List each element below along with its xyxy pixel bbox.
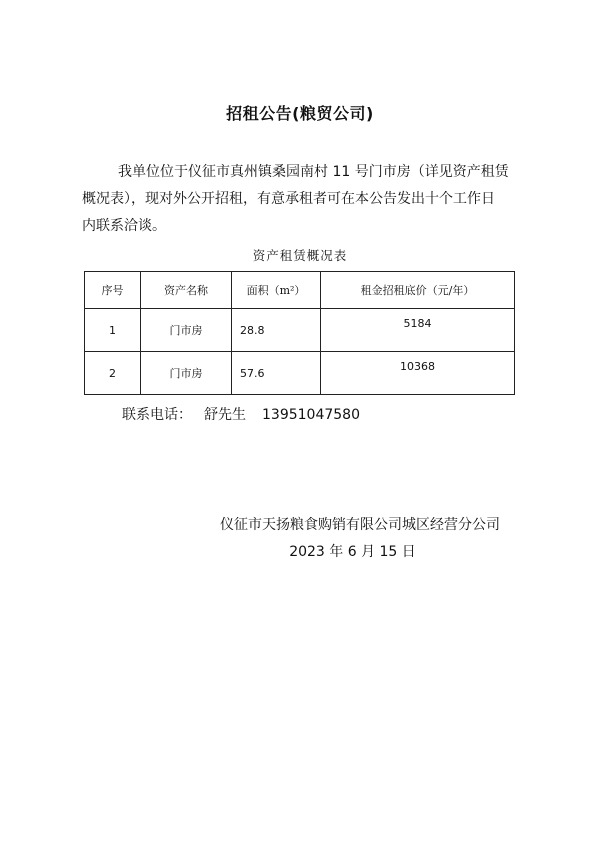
cell-asset-name: 门市房 xyxy=(141,352,232,395)
table-row xyxy=(85,309,515,352)
body-line: 概况表），现对外公开招租，有意承租者可在本公告发出十个工作日 xyxy=(82,191,495,207)
body-line: 我单位位于仪征市真州镇桑园南村 11 号门市房（详见资产租赁 xyxy=(118,164,509,180)
cell-index: 2 xyxy=(85,352,141,395)
header-index: 序号 xyxy=(85,272,141,309)
header-rent-price: 租金招租底价（元/年） xyxy=(321,272,515,309)
contact-info xyxy=(122,404,360,424)
header-area: 面积（m²） xyxy=(232,272,321,309)
notice-body xyxy=(82,159,522,240)
header-asset-name: 资产名称 xyxy=(141,272,232,309)
table-header-row xyxy=(85,272,515,309)
contact-label: 联系电话： xyxy=(122,407,192,423)
table-row xyxy=(85,352,515,395)
notice-title: 招租公告(粮贸公司) xyxy=(226,104,374,123)
signature-date: 2023 年 6 月 15 日 xyxy=(289,544,416,560)
signature-block xyxy=(220,512,500,566)
cell-area: 28.8 xyxy=(232,309,321,352)
contact-person: 舒先生 xyxy=(204,407,246,423)
table-caption: 资产租赁概况表 xyxy=(252,248,348,263)
cell-rent-price: 10368 xyxy=(321,352,515,395)
cell-asset-name: 门市房 xyxy=(141,309,232,352)
signature-org: 仪征市天扬粮食购销有限公司城区经营分公司 xyxy=(220,517,500,533)
asset-lease-table xyxy=(84,271,515,395)
cell-index: 1 xyxy=(85,309,141,352)
cell-area: 57.6 xyxy=(232,352,321,395)
body-line: 内联系洽谈。 xyxy=(82,218,166,234)
cell-rent-price: 5184 xyxy=(321,309,515,352)
contact-phone: 13951047580 xyxy=(262,407,360,423)
